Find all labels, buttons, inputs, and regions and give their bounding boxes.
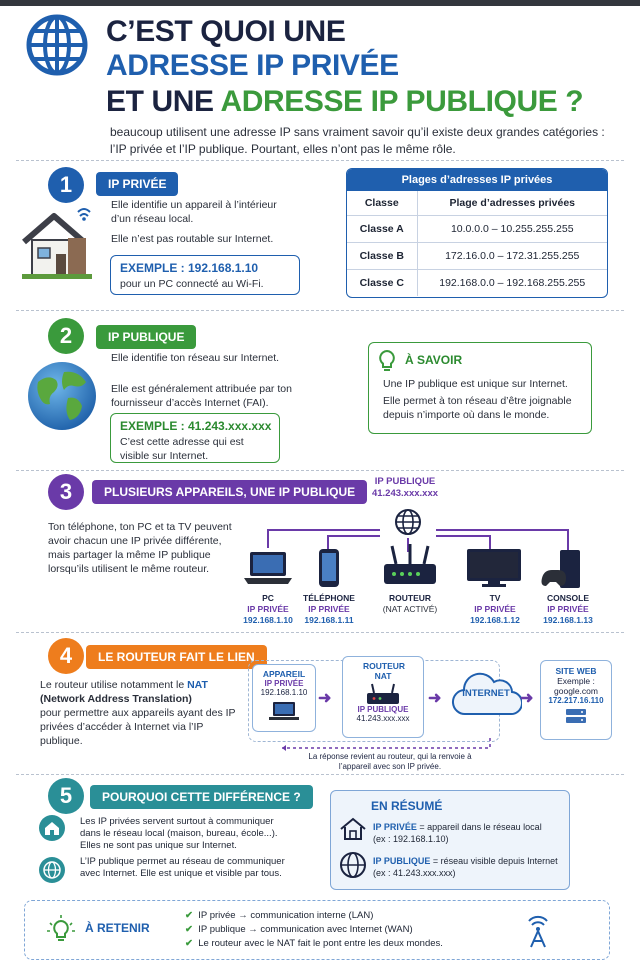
flow-router-addr: 41.243.xxx.xxx [356, 714, 410, 723]
divider [16, 160, 624, 161]
device-ip-addr: 192.168.1.10 [243, 615, 293, 625]
flow-site-example: Exemple : [557, 676, 595, 686]
section-1-desc-1: Elle identifie un appareil à l’intérieur d’un réseau local. [111, 199, 277, 225]
router-icon [366, 683, 400, 705]
flow-site-domain: google.com [554, 686, 598, 696]
retain-item [185, 909, 443, 923]
section-3-title: PLUSIEURS APPAREILS, UNE IP PUBLIQUE [92, 480, 367, 504]
flow-device-addr: 192.168.1.10 [260, 688, 308, 697]
arrow-right-icon: ➜ [428, 690, 442, 707]
recap-title: EN RÉSUMÉ [371, 799, 443, 813]
flow-site-addr: 172.217.16.110 [548, 696, 604, 705]
section-3-number: 3 [48, 474, 84, 510]
section-4-title: LE ROUTEUR FAIT LE LIEN [86, 645, 267, 669]
flow-router-title: ROUTEUR NAT [363, 661, 406, 681]
section-5-item-2: L’IP publique permet au réseau de communiquer avec Internet. Elle est unique et visible par tous. [80, 856, 285, 879]
table-cell: Classe A [347, 216, 417, 243]
router-icon [382, 544, 438, 590]
know-title: À SAVOIR [405, 353, 463, 367]
flow-site-title: SITE WEB [555, 666, 597, 676]
retain-item-text: IP publique → communication avec Internet (WAN) [198, 924, 413, 935]
section-1-title: IP PRIVÉE [96, 172, 178, 196]
section-5-title: POURQUOI CETTE DIFFÉRENCE ? [90, 785, 313, 809]
retain-list [185, 909, 443, 951]
device-name: TV [489, 593, 501, 603]
section-2-title: IP PUBLIQUE [96, 325, 196, 349]
home-circle-icon [38, 814, 66, 842]
arrow-right-icon: ➜ [520, 690, 534, 707]
laptop-icon [269, 701, 299, 721]
table-header-range: Plage d’adresses privées [417, 191, 607, 216]
recap-private-example: (ex : 192.168.1.10) [373, 834, 449, 844]
section-1-example-box [110, 255, 300, 295]
recap-private-text: = appareil dans le réseau local [416, 822, 542, 832]
private-ranges-table-title: Plages d’adresses IP privées [347, 169, 607, 191]
flow-router-box [342, 656, 424, 738]
device-ip-addr: 192.168.1.11 [304, 615, 354, 625]
section-3-public-label: IP PUBLIQUE [374, 476, 436, 487]
retain-item [185, 923, 443, 937]
retain-item-text: Le routeur avec le NAT fait le pont entre les deux mondes. [198, 938, 443, 949]
table-cell: 192.168.0.0 – 192.168.255.255 [417, 270, 607, 297]
section-4-desc [40, 678, 240, 748]
recap-private [373, 821, 568, 845]
device-ip-addr: 192.168.1.12 [470, 615, 520, 625]
flow-device-label: IP PRIVÉE [264, 679, 304, 688]
private-ranges-table [346, 168, 608, 298]
table-cell: 172.16.0.0 – 172.31.255.255 [417, 243, 607, 270]
check-icon: ✔ [185, 924, 193, 935]
top-bar [0, 0, 640, 6]
lightbulb-icon [47, 915, 75, 945]
section-4-desc-b: pour permettre aux appareils ayant des IP privées d’accéder à Internet via l’IP publique. [40, 707, 236, 747]
lightbulb-icon [377, 349, 397, 373]
section-4-desc-nat: NAT [187, 679, 208, 691]
arrow-right-icon: ➜ [318, 690, 332, 707]
know-text-1: Une IP publique est unique sur Internet. [383, 378, 568, 390]
return-note: La réponse revient au routeur, qui la renvoie à l’appareil avec son IP privée. [308, 752, 472, 771]
device-ip-label: IP PRIVÉE [547, 604, 589, 614]
recap-box [330, 790, 570, 890]
device-name: PC [262, 593, 274, 603]
device-ip-label: IP PRIVÉE [247, 604, 289, 614]
section-2-example-desc: C’est cette adresse qui est visible sur Internet. [120, 436, 244, 462]
retain-title: À RETENIR [85, 921, 150, 935]
router-name: ROUTEUR [388, 593, 432, 603]
title-line-3 [106, 86, 583, 118]
flow-device-box [252, 664, 316, 732]
console-icon [540, 550, 584, 590]
intro-text: beaucoup utilisent une adresse IP sans vraiment savoir qu’il existe deux grandes catégories : l’IP privée et l’IP publique. Pourtant, elles n’ont pas le même rôle. [110, 125, 605, 156]
section-2-desc-2: Elle est généralement attribuée par ton fournisseur d’accès Internet (FAI). [111, 383, 292, 409]
retain-box [24, 900, 610, 960]
globe-outline-icon [339, 851, 367, 879]
router-sub: (NAT ACTIVÉ) [382, 604, 438, 614]
recap-public [373, 855, 568, 879]
tv-icon [466, 548, 522, 588]
title-line-3-prefix: ET UNE [106, 85, 221, 118]
table-row [347, 243, 607, 270]
antenna-icon [523, 911, 553, 949]
private-ranges-grid [347, 191, 607, 296]
section-4-number: 4 [48, 638, 84, 674]
section-4-desc-a: Le routeur utilise notamment le [40, 679, 188, 691]
section-5-item-1: Les IP privées servent surtout à communiquer dans le réseau local (maison, bureau, école...). Elles ne sont pas unique sur Internet. [80, 816, 278, 851]
section-1-number: 1 [48, 167, 84, 203]
device-tv-label [455, 593, 535, 626]
section-2-example-box [110, 413, 280, 463]
table-header-class: Classe [347, 191, 417, 216]
flow-router-label: IP PUBLIQUE [357, 705, 409, 714]
section-3-public-ip [340, 476, 470, 500]
flow-website-box [540, 660, 612, 740]
recap-public-text: = réseau visible depuis Internet [430, 856, 558, 866]
house-icon [20, 206, 98, 280]
know-text-2: Elle permet à ton réseau d’être joignable depuis n’importe où dans le monde. [383, 395, 572, 421]
internet-label: INTERNET [462, 688, 510, 699]
section-1-example-title: EXEMPLE : 192.168.1.10 [120, 261, 259, 275]
table-cell: Classe B [347, 243, 417, 270]
device-phone-label [289, 593, 369, 626]
section-4-desc-bold: (Network Address Translation) [40, 693, 192, 705]
device-ip-label: IP PRIVÉE [308, 604, 350, 614]
divider [16, 310, 624, 311]
section-5-number: 5 [48, 778, 84, 814]
table-cell: Classe C [347, 270, 417, 297]
check-icon: ✔ [185, 910, 193, 921]
recap-public-example: (ex : 41.243.xxx.xxx) [373, 868, 456, 878]
title-line-2: ADRESSE IP PRIVÉE [106, 49, 399, 82]
device-ip-label: IP PRIVÉE [474, 604, 516, 614]
section-1-example-desc: pour un PC connecté au Wi-Fi. [120, 278, 264, 290]
table-row [347, 216, 607, 243]
divider [16, 632, 624, 633]
device-ip-addr: 192.168.1.13 [543, 615, 593, 625]
device-name: CONSOLE [546, 593, 590, 603]
section-1-desc-2: Elle n’est pas routable sur Internet. [111, 233, 274, 245]
section-3-desc: Ton téléphone, ton PC et ta TV peuvent avoir chacun une IP privée différente, mais partager la même IP publique lorsqu’ils utilisent le même routeur. [48, 521, 232, 575]
check-icon: ✔ [185, 938, 193, 949]
laptop-icon [244, 550, 292, 586]
device-name: TÉLÉPHONE [303, 593, 355, 603]
recap-public-key: IP PUBLIQUE [373, 856, 431, 866]
section-2-example-title: EXEMPLE : 41.243.xxx.xxx [120, 419, 272, 433]
section-2-desc-1: Elle identifie ton réseau sur Internet. [111, 352, 280, 364]
title-line-1: C’EST QUOI UNE [106, 15, 346, 48]
retain-item [185, 937, 443, 951]
retain-item-text: IP privée → communication interne (LAN) [198, 910, 374, 921]
device-console-label [528, 593, 608, 626]
globe-circle-icon [38, 856, 66, 884]
globe-icon [393, 507, 423, 537]
phone-icon [318, 548, 340, 588]
recap-private-key: IP PRIVÉE [373, 822, 417, 832]
table-row [347, 270, 607, 297]
flow-device-title: APPAREIL [262, 669, 306, 679]
section-2-number: 2 [48, 318, 84, 354]
know-box [368, 342, 592, 434]
divider [16, 774, 624, 775]
globe-logo-icon [24, 12, 90, 78]
earth-icon [24, 358, 100, 434]
divider [16, 470, 624, 471]
table-cell: 10.0.0.0 – 10.255.255.255 [417, 216, 607, 243]
title-line-3-highlight: ADRESSE IP PUBLIQUE ? [220, 85, 584, 118]
section-3-public-addr: 41.243.xxx.xxx [371, 488, 439, 499]
server-icon [565, 708, 587, 724]
router-label [370, 593, 450, 615]
house-outline-icon [339, 817, 367, 841]
